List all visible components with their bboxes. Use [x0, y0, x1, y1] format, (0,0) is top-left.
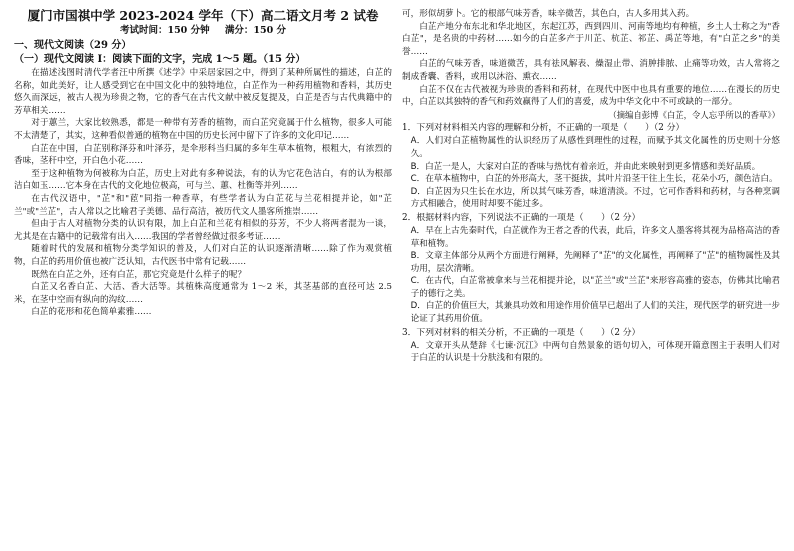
question-3-option-a: A．文章开头从楚辞《七谏·沉江》中两句自然景象的语句切入，可体现开篇意图主于表明人们对于白芷的认识是十分肤浅和有限的。: [410, 340, 780, 364]
article-paragraph-1: 在描述浅图时清代学者汪中所撰《述学》中采居家园之中，得到了某种所属性的描述，白芷的名称，如此美好，让人感受到它在中国文化中的独特地位，白芷作为一种药用植物和香料，其历史悠久而深远，被古人视为珍贵之物，它的香气在古代文献中被反复提及，白芷是否与古代典籍中的芳草相关……: [14, 68, 392, 116]
question-1-option-d: D．白芷因为只生长在水边，所以其气味芳香，味道清淡。不过，它可作香料和药材，与各种烹调方式相融合，使用时却要不能过多。: [410, 186, 780, 210]
article-paragraph-9: 白芷又名香白芷、大活、香大活等。其植株高度通常为 1～2 米，其茎基部的直径可达 2.5 米，在茎中空而有纵向的沟纹……: [14, 282, 392, 305]
question-1-option-b: B．白芷一是人，大家对白芷的香味与热忱有着亲近，并由此来映射到更多情感和美好品质。: [410, 161, 761, 172]
article-continued-paragraph: 可，形似胡萝卜。它的根部气味芳香，味辛微苦，其色白，古人多用其入药。: [402, 9, 695, 19]
question-2-option-a: A．早在上古先秦时代，白芷就作为王者之香的代表，此后，许多文人墨客将其视为品格高洁的香草和植物。: [410, 225, 780, 249]
article-paragraph-3: 白芷在中国，白芷别称泽芬和叶泽芬，是伞形科当归属的多年生草本植物，根粗大，有浓烈的香味，茎秆中空，开白色小花……: [14, 143, 392, 167]
article-paragraph-2: 对于蕙兰，大家比较熟悉，都是一种带有芳香的植物，而白芷究竟属于什么植物，很多人可能不太清楚了，其实，这种看似普通的植物在中国的历史长河中留下了许多的文化印记……: [14, 118, 392, 141]
article-source: （摘编自彭博《白芷，令人忘乎所以的香草》）: [608, 109, 780, 120]
exam-score: 满分：150 分: [224, 25, 287, 36]
exam-meta: [14, 24, 392, 37]
question-2-stem: 2．根据材料内容，下列说法不正确的一项是（ ）（2 分）: [402, 212, 641, 223]
question-2-option-b: B．文章主体部分从两个方面进行阐释，先阐释了"芷"的文化属性，再阐释了"芷"的植物属性及其功用，层次清晰。: [410, 251, 780, 274]
question-2-option-c: C．在古代，白芷常被拿来与兰花相提并论，以"芷兰"或"兰芷"来形容高雅的姿态，仿佛其比喻君子的德行之美。: [410, 276, 780, 299]
article-paragraph-5: 在古代汉语中，"芷"和"茝"同指一种香草，有些学者认为白芷花与兰花相提并论，如"芷兰"或"兰芷"，古人常以之比喻君子美德、品行高洁，被历代文人墨客所推崇……: [14, 193, 392, 217]
article-paragraph-13: 白芷不仅在古代被视为珍贵的香料和药材，在现代中医中也具有重要的地位……在漫长的历史中，白芷以其独特的香气和药效赢得了人们的喜爱，成为中华文化中不可或缺的一部分。: [402, 84, 780, 108]
article-paragraph-4: 至于这种植物为何被称为白芷，历史上对此有多种说法，有的认为它花色洁白，有的认为根部洁白如玉……它本身在古代的文化地位极高，可与兰、蕙、杜衡等并列……: [14, 168, 392, 192]
question-1-option-a: A．人们对白芷植物属性的认识经历了从感性到理性的过程，而赋予其文化属性的历史则十分悠久。: [410, 136, 780, 159]
question-3-stem: 3．下列对材料的相关分析，不正确的一项是（ ）（2 分）: [402, 327, 641, 338]
left-column: [14, 8, 392, 548]
exam-time: 考试时间：150 分钟: [119, 25, 210, 36]
exam-title: 厦门市国祺中学 2023-2024 学年（下）高二语文月考 2 试卷: [27, 8, 379, 23]
article-paragraph-12: 白芷的气味芳香，味道微苦，具有祛风解表、燥湿止带、消肿排脓、止痛等功效，古人常将之制成香囊、香料，或用以沐浴、熏衣……: [402, 59, 780, 82]
sub-section-heading: （一）现代文阅读 I：阅读下面的文字，完成 1～5 题。（15 分）: [14, 54, 306, 65]
section-heading: 一、现代文阅读（29 分）: [14, 40, 132, 51]
article-paragraph-7: 随着时代的发展和植物分类学知识的普及，人们对白芷的认识逐渐清晰……除了作为观赏植物，白芷的药用价值也被广泛认知，古代医书中常有记载……: [14, 244, 392, 267]
question-2-option-d: D．白芷的价值巨大，其兼具功效和用途作用价值早已超出了人们的关注，现代医学的研究进一步论证了其药用价值。: [410, 301, 780, 325]
article-paragraph-6: 但由于古人对植物分类的认识有限，加上白芷和兰花有相似的芬芳，不少人将两者混为一谈，尤其是在古籍中的记载常有出入……我国的学者曾经做过很多考证……: [14, 219, 392, 242]
article-paragraph-11: 白芷产地分布东北和华北地区，东起江苏，西到四川、河南等地均有种植，乡土人士称之为"香白芷"，是名贵的中药材……如今的白芷多产于川芷、杭芷、祁芷、禹芷等地，有"白芷之乡"的美誉……: [402, 21, 780, 57]
right-column: [402, 8, 780, 548]
question-1-stem: 1．下列对材料相关内容的理解和分析，不正确的一项是（ ）（2 分）: [402, 123, 685, 134]
article-paragraph-10: 白芷的花形和花色简单素雅……: [31, 307, 152, 318]
article-paragraph-8: 既然在白芷之外，还有白芷，那它究竟是什么样子的呢？: [31, 269, 247, 280]
question-1-option-c: C．在草本植物中，白芷的外形高大，茎干挺拔，其叶片沿茎干往上生长，花朵小巧，颜色洁白。: [410, 174, 778, 185]
